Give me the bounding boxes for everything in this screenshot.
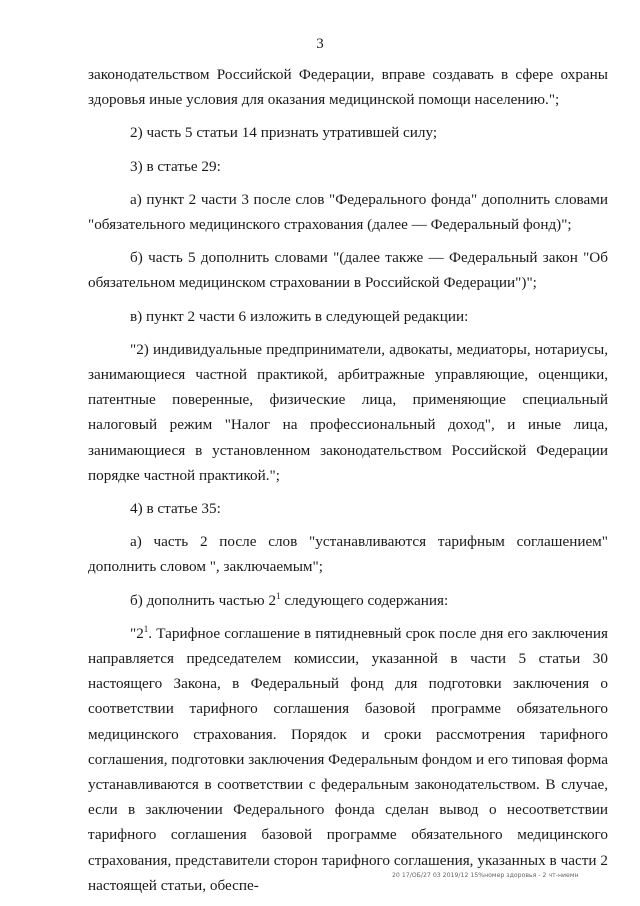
page-number: 3 bbox=[316, 36, 324, 52]
paragraph: "2) индивидуальные предприниматели, адвокаты, медиаторы, нотариусы, занимающиеся частной практикой, арбитражные управляющие, оценщики, патентные поверенные, физические лица, применяющие специальный налоговый режим "Налог на профессиональный доход", и иные лица, занимающиеся в установленном законодательством Российской Федерации порядке частной практикой."; bbox=[88, 340, 608, 484]
paragraph bbox=[88, 588, 608, 613]
paragraph: а) пункт 2 части 3 после слов "Федерального фонда" дополнить словами "обязательного медицинского страхования (далее — Федеральный фонд)"; bbox=[88, 190, 608, 234]
paragraph: 4) в статье 35: bbox=[130, 500, 221, 518]
paragraph: законодательством Российской Федерации, вправе создавать в сфере охраны здоровья иные условия для оказания медицинской помощи населению."; bbox=[88, 66, 608, 109]
paragraph: в) пункт 2 части 6 изложить в следующей редакции: bbox=[130, 307, 469, 325]
superscript: 1 bbox=[276, 590, 281, 601]
paragraph-text: следующего содержания: bbox=[280, 591, 449, 609]
paragraph: б) часть 5 дополнить словами "(далее также — Федеральный закон "Об обязательном медицинском страховании в Российской Федерации")"; bbox=[88, 249, 608, 292]
paragraph-text: б) дополнить частью 2 bbox=[130, 591, 277, 609]
paragraph-text: . Тарифное соглашение в пятидневный срок после дня его заключения направляется председателем комиссии, указанной в части 5 статьи 30 настоящего Закона, в Федеральный фонд для подготовки заключения о соответствии тарифного соглашения базовой программе обязательного медицинского страхования. Порядок и сроки рассмотрения тарифного соглашения, подготовки заключения Федеральным фондом и его типовая форма устанавливаются в соответствии с федеральным законодательством. В случае, если в заключении Федерального фонда сделан вывод о несоответствии тарифного соглашения базовой программе обязательного медицинского страхования, представители сторон тарифного соглашения, указанных в части 2 настоящей статьи, обеспе- bbox=[88, 624, 608, 894]
footer-code: 20 17/ОБ/27 03 2019/12 15%номер здоровья - 2 чт-ниемн bbox=[392, 872, 579, 879]
paragraph: 3) в статье 29: bbox=[130, 157, 221, 175]
paragraph: 2) часть 5 статьи 14 признать утратившей силу; bbox=[130, 124, 438, 142]
paragraph: а) часть 2 после слов "устанавливаются тарифным соглашением" дополнить словом ", заключаемым"; bbox=[88, 533, 608, 576]
paragraph-text: "2 bbox=[130, 624, 144, 642]
document-body bbox=[88, 62, 608, 906]
paragraph bbox=[88, 621, 608, 898]
superscript: 1 bbox=[143, 623, 149, 634]
